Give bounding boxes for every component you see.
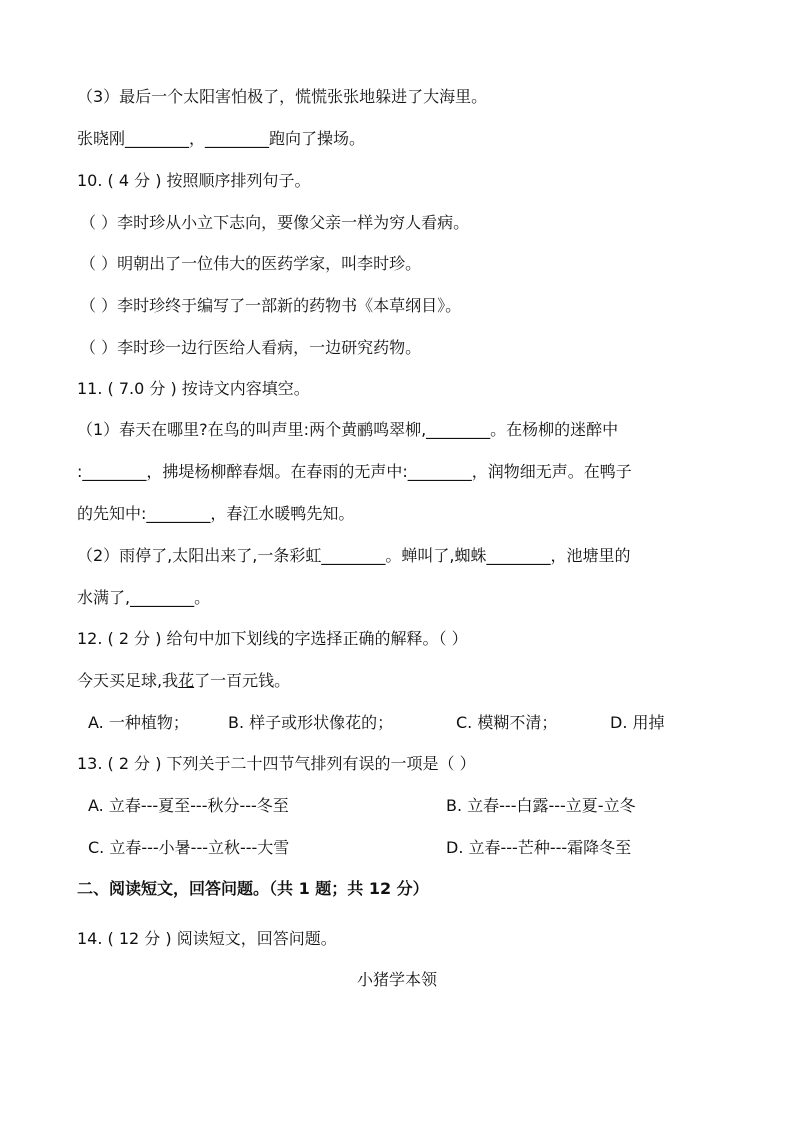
- q12-sentence-post: 了一百元钱。: [194, 671, 291, 690]
- q13-option-a: A. 立春---夏至---秋分---冬至: [88, 796, 289, 815]
- q9-item-3: （3）最后一个太阳害怕极了，慌慌张张地躲进了大海里。: [77, 87, 488, 106]
- q11-part2-line1: （2）雨停了,太阳出来了,一条彩虹________。蝉叫了,蜘蛛________，池塘里的: [77, 546, 631, 565]
- q13-title: 13. ( 2 分 ) 下列关于二十四节气排列有误的一项是（ ）: [77, 754, 476, 773]
- q12-underlined-char: 花: [178, 671, 195, 690]
- q13-option-d: D. 立春---芒种---霜降冬至: [446, 838, 632, 857]
- q9-item-3-answer: 张晓刚________，________跑向了操场。: [77, 129, 366, 148]
- q12-option-b: B. 样子或形状像花的；: [228, 713, 394, 732]
- q11-part1-line1: （1）春天在哪里?在鸟的叫声里:两个黄鹂鸣翠柳,________。在杨柳的迷醉中: [77, 420, 619, 439]
- q12-option-a: A. 一种植物；: [88, 713, 189, 732]
- q11-part2-line2: 水满了,________。: [77, 588, 211, 607]
- section-2-heading: 二、阅读短文，回答问题。（共 1 题；共 12 分）: [77, 879, 429, 898]
- q12-option-d: D. 用掉: [610, 713, 665, 732]
- q10-sentence-c: （ ）李时珍终于编写了一部新的药物书《本草纲目》。: [80, 296, 462, 315]
- q10-sentence-a: （ ）李时珍从小立下志向，要像父亲一样为穷人看病。: [80, 213, 470, 232]
- q10-title: 10. ( 4 分 ) 按照顺序排列句子。: [77, 171, 311, 190]
- q11-part1-line3: 的先知中:________，春江水暖鸭先知。: [77, 504, 355, 523]
- q12-title: 12. ( 2 分 ) 给句中加下划线的字选择正确的解释。（ ）: [77, 629, 468, 648]
- q13-option-c: C. 立春---小暑---立秋---大雪: [88, 838, 290, 857]
- q14-title: 14. ( 12 分 ) 阅读短文，回答问题。: [77, 929, 337, 948]
- q12-option-c: C. 模糊不清；: [456, 713, 558, 732]
- q13-option-b: B. 立春---白露---立夏-立冬: [446, 796, 636, 815]
- q12-sentence: [77, 670, 754, 692]
- q10-sentence-b: （ ）明朝出了一位伟大的医药学家，叫李时珍。: [80, 254, 422, 273]
- q11-part1-line2: :________，拂堤杨柳醉春烟。在春雨的无声中:________，润物细无声。在鸭子: [77, 462, 632, 481]
- q10-sentence-d: （ ）李时珍一边行医给人看病，一边研究药物。: [80, 338, 422, 357]
- passage-title: 小猪学本领: [356, 970, 437, 989]
- q11-title: 11. ( 7.0 分 ) 按诗文内容填空。: [77, 379, 310, 398]
- q12-sentence-pre: 今天买足球,我: [77, 671, 179, 690]
